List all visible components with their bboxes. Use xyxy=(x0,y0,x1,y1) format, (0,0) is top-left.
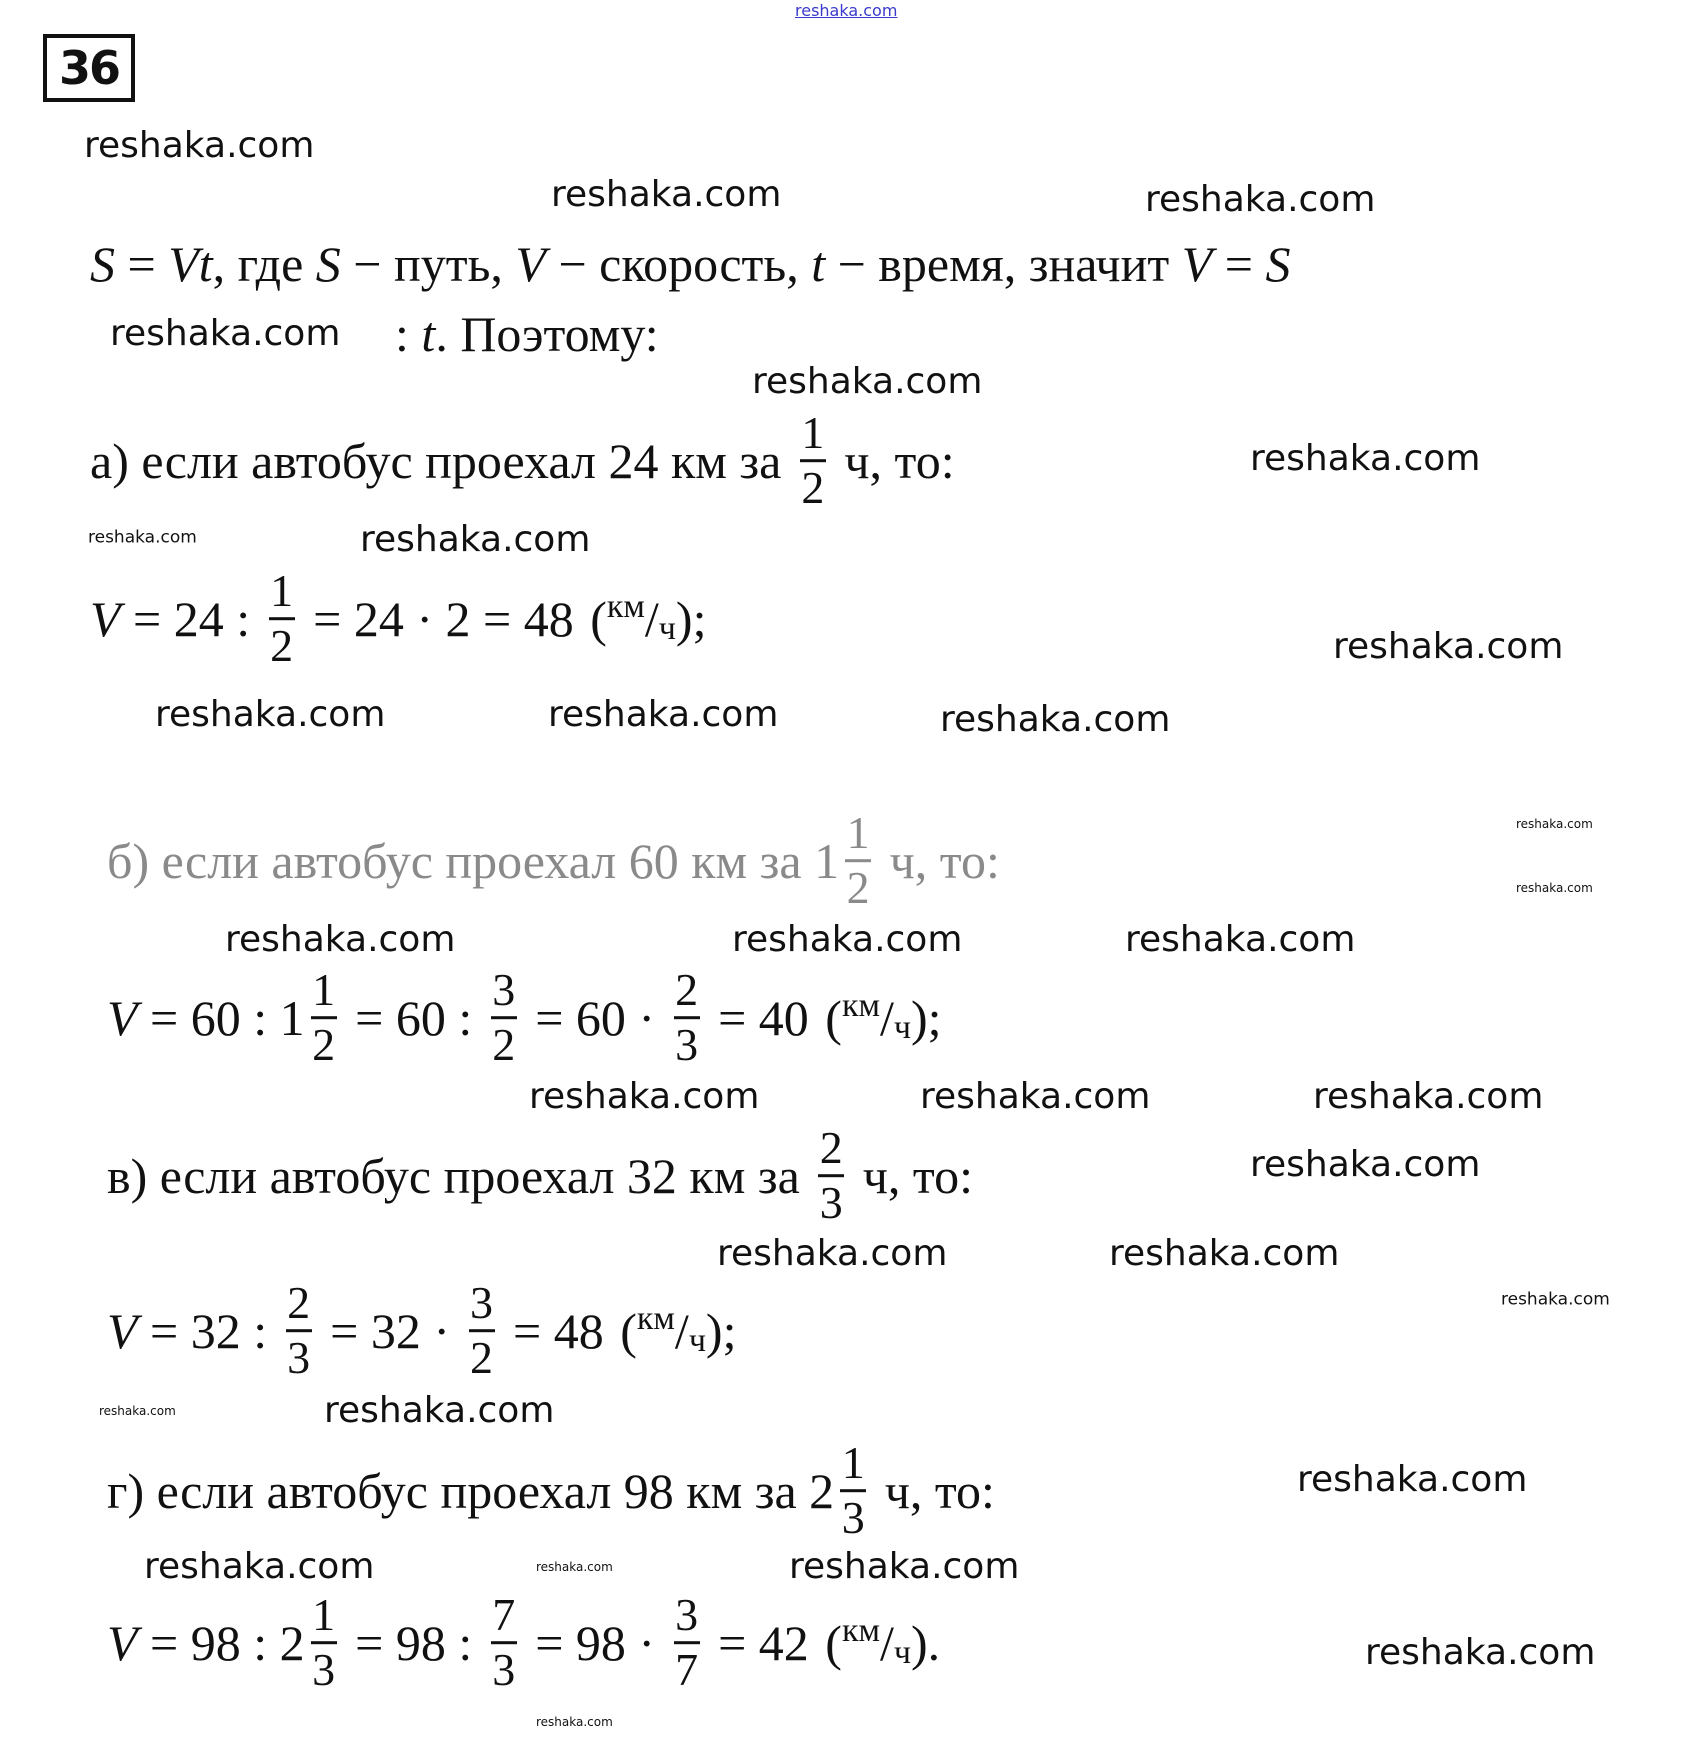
math-text: . xyxy=(927,1615,941,1671)
unit-numerator: км xyxy=(606,588,645,625)
fraction-numerator: 3 xyxy=(675,1589,699,1641)
fraction-denominator: 2 xyxy=(846,862,870,914)
watermark: reshaka.com xyxy=(1333,626,1564,667)
watermark: reshaka.com xyxy=(717,1233,948,1274)
math-text: : xyxy=(395,306,422,362)
paren-open: ( xyxy=(825,1615,842,1671)
unit-km-per-h xyxy=(825,987,928,1046)
math-text: = 24 : xyxy=(120,591,263,647)
fraction-numerator: 1 xyxy=(312,964,336,1016)
unit-numerator: км xyxy=(841,1612,880,1649)
math-variable: V xyxy=(107,1615,138,1671)
fraction xyxy=(491,966,517,1070)
math-text: = xyxy=(115,236,169,292)
math-variable: V xyxy=(107,990,138,1046)
fraction-numerator: 2 xyxy=(675,964,699,1016)
unit-denominator: ч xyxy=(688,1322,706,1359)
math-text: = 48 xyxy=(500,1303,617,1359)
unit-slash: / xyxy=(644,591,659,647)
watermark: reshaka.com xyxy=(795,1,898,20)
math-variable: S xyxy=(315,236,341,292)
case-a-solution xyxy=(90,567,706,671)
watermark: reshaka.com xyxy=(99,1404,176,1418)
fraction xyxy=(311,966,337,1070)
fraction xyxy=(845,809,871,913)
math-text: ; xyxy=(722,1303,737,1359)
math-variable: S xyxy=(90,236,115,292)
fraction-denominator: 2 xyxy=(492,1019,516,1071)
watermark: reshaka.com xyxy=(1250,1144,1481,1185)
unit-km-per-h xyxy=(620,1300,723,1359)
watermark: reshaka.com xyxy=(1516,881,1593,895)
watermark: reshaka.com xyxy=(940,699,1171,740)
fraction-denominator: 2 xyxy=(470,1332,493,1384)
watermark: reshaka.com xyxy=(1365,1632,1596,1673)
math-text: ; xyxy=(692,591,707,647)
unit-numerator: км xyxy=(636,1300,675,1337)
math-text: − скорость, xyxy=(545,236,812,292)
watermark: reshaka.com xyxy=(84,125,315,166)
paren-open: ( xyxy=(825,990,842,1046)
fraction-numerator: 1 xyxy=(801,407,825,459)
unit-slash: / xyxy=(880,990,894,1046)
math-text: = 60 : 1 xyxy=(137,990,305,1046)
watermark: reshaka.com xyxy=(548,694,779,735)
paren-close: ) xyxy=(705,1303,723,1359)
watermark: reshaka.com xyxy=(88,527,197,548)
math-text: ч, то: xyxy=(850,1148,974,1204)
math-text: = 32 · xyxy=(317,1303,463,1359)
math-text: = 60 · xyxy=(522,990,668,1046)
watermark: reshaka.com xyxy=(920,1076,1151,1117)
watermark: reshaka.com xyxy=(1109,1233,1340,1274)
unit-numerator: км xyxy=(841,987,880,1024)
fraction-numerator: 2 xyxy=(287,1277,311,1329)
math-text: ч, то: xyxy=(877,833,1000,889)
fraction-numerator: 1 xyxy=(270,565,294,617)
math-text: ч, то: xyxy=(872,1463,995,1519)
watermark: reshaka.com xyxy=(1250,438,1481,479)
paren-close: ) xyxy=(911,990,928,1046)
case-c-condition xyxy=(107,1124,973,1228)
watermark: reshaka.com xyxy=(732,919,963,960)
unit-slash: / xyxy=(880,1615,894,1671)
paren-close: ) xyxy=(911,1615,928,1671)
math-text: = 60 : xyxy=(342,990,485,1046)
math-text: = 32 : xyxy=(137,1303,280,1359)
unit-km-per-h xyxy=(590,588,693,647)
math-text: г) если автобус проехал 98 км за 2 xyxy=(107,1463,835,1519)
watermark: reshaka.com xyxy=(1297,1459,1528,1500)
paren-open: ( xyxy=(620,1303,637,1359)
math-text: = xyxy=(1212,236,1266,292)
fraction-denominator: 3 xyxy=(287,1332,311,1384)
case-a-condition xyxy=(90,409,955,513)
math-text: = 98 : xyxy=(342,1615,485,1671)
watermark: reshaka.com xyxy=(536,1715,613,1729)
fraction-numerator: 3 xyxy=(492,964,516,1016)
unit-km-per-h xyxy=(825,1612,928,1671)
math-variable: Vt xyxy=(168,236,213,292)
fraction-numerator: 2 xyxy=(819,1122,843,1174)
fraction-numerator: 3 xyxy=(470,1277,493,1329)
math-text: б) если автобус проехал 60 км за 1 xyxy=(107,833,840,889)
definition-line-1 xyxy=(90,236,1291,292)
watermark: reshaka.com xyxy=(360,519,591,560)
fraction xyxy=(311,1591,337,1695)
math-variable: V xyxy=(1181,236,1213,292)
watermark: reshaka.com xyxy=(536,1560,613,1574)
fraction-denominator: 2 xyxy=(801,462,825,514)
task-number: 36 xyxy=(43,34,135,102)
fraction xyxy=(840,1439,866,1543)
math-variable: S xyxy=(1265,236,1291,292)
case-c-solution xyxy=(107,1279,736,1383)
watermark: reshaka.com xyxy=(1313,1076,1544,1117)
fraction-denominator: 2 xyxy=(312,1019,336,1071)
unit-slash: / xyxy=(674,1303,689,1359)
paren-open: ( xyxy=(590,591,607,647)
math-text: ; xyxy=(927,990,942,1046)
unit-denominator: ч xyxy=(658,610,676,647)
watermark: reshaka.com xyxy=(155,694,386,735)
unit-denominator: ч xyxy=(893,1009,912,1046)
fraction xyxy=(800,409,826,513)
fraction xyxy=(269,567,295,671)
math-text: = 42 xyxy=(705,1615,822,1671)
fraction-denominator: 3 xyxy=(841,1492,865,1544)
fraction-numerator: 1 xyxy=(846,807,870,859)
math-variable: V xyxy=(90,591,121,647)
fraction xyxy=(674,966,700,1070)
watermark: reshaka.com xyxy=(1501,1289,1610,1310)
math-text: = 98 · xyxy=(522,1615,668,1671)
fraction-numerator: 1 xyxy=(312,1589,336,1641)
case-d-solution xyxy=(107,1591,940,1695)
definition-line-2 xyxy=(395,306,659,362)
fraction xyxy=(674,1591,700,1695)
case-b-condition xyxy=(107,809,1000,913)
math-text: а) если автобус проехал 24 км за xyxy=(90,433,794,489)
fraction-numerator: 7 xyxy=(492,1589,516,1641)
math-text: − путь, xyxy=(340,236,516,292)
case-b-solution xyxy=(107,966,942,1070)
math-text: . Поэтому: xyxy=(435,306,659,362)
fraction xyxy=(469,1279,495,1383)
math-text: = 40 xyxy=(705,990,822,1046)
watermark: reshaka.com xyxy=(752,361,983,402)
fraction-numerator: 1 xyxy=(841,1437,865,1489)
paren-close: ) xyxy=(675,591,693,647)
fraction-denominator: 3 xyxy=(492,1644,516,1696)
math-text: ч, то: xyxy=(831,433,955,489)
math-variable: t xyxy=(811,236,826,292)
fraction xyxy=(818,1124,844,1228)
math-text: в) если автобус проехал 32 км за xyxy=(107,1148,813,1204)
fraction-denominator: 3 xyxy=(675,1019,699,1071)
fraction xyxy=(491,1591,517,1695)
watermark: reshaka.com xyxy=(110,313,341,354)
watermark: reshaka.com xyxy=(789,1546,1020,1587)
fraction-denominator: 2 xyxy=(270,620,294,672)
watermark: reshaka.com xyxy=(1145,179,1376,220)
fraction xyxy=(286,1279,312,1383)
watermark: reshaka.com xyxy=(529,1076,760,1117)
fraction-denominator: 3 xyxy=(819,1177,843,1229)
watermark: reshaka.com xyxy=(144,1546,375,1587)
watermark: reshaka.com xyxy=(1516,817,1593,831)
case-d-condition xyxy=(107,1439,995,1543)
watermark: reshaka.com xyxy=(324,1390,555,1431)
watermark: reshaka.com xyxy=(551,174,782,215)
fraction-denominator: 7 xyxy=(675,1644,699,1696)
fraction-denominator: 3 xyxy=(312,1644,336,1696)
math-variable: V xyxy=(107,1303,138,1359)
watermark: reshaka.com xyxy=(225,919,456,960)
math-text: − время, значит xyxy=(825,236,1182,292)
math-text: = 98 : 2 xyxy=(137,1615,305,1671)
watermark: reshaka.com xyxy=(1125,919,1356,960)
math-variable: V xyxy=(515,236,546,292)
math-text: , где xyxy=(212,236,316,292)
math-text: = 24 · 2 = 48 xyxy=(300,591,587,647)
unit-denominator: ч xyxy=(893,1634,912,1671)
math-variable: t xyxy=(421,306,436,362)
